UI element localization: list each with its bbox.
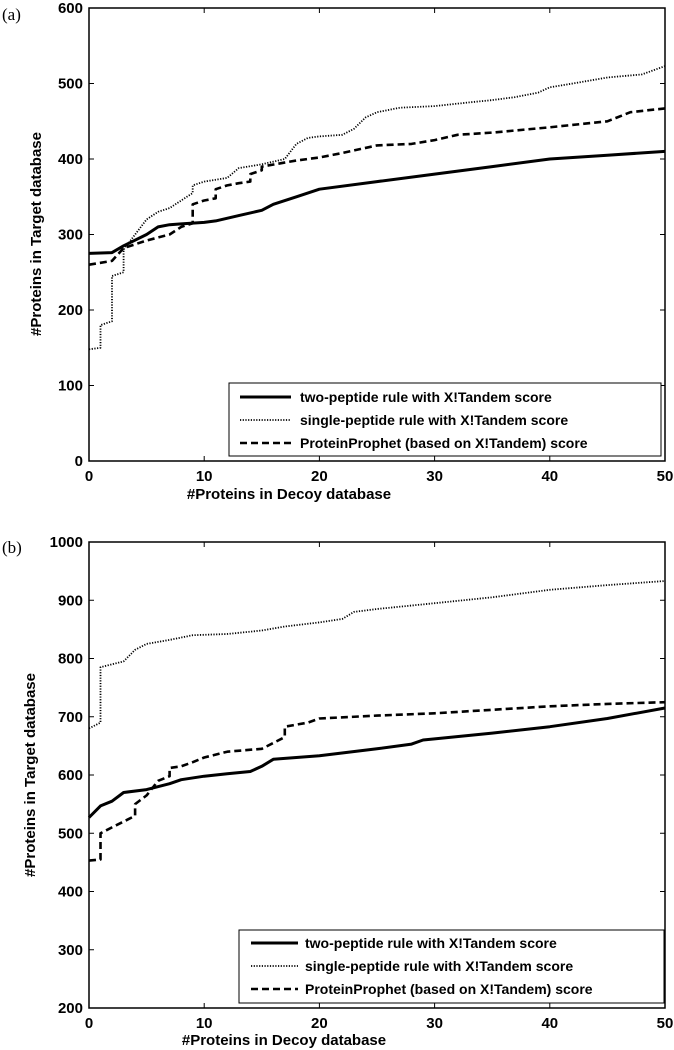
y-tick-label: 800 [57, 650, 83, 668]
legend-entry-0: two-peptide rule with X!Tandem score [300, 389, 552, 405]
series-line-1 [89, 66, 665, 349]
x-axis-label: #Proteins in Decoy database [186, 486, 392, 503]
x-tick-label: 10 [195, 1015, 213, 1032]
y-tick-label: 300 [57, 226, 83, 244]
y-tick-label: 1000 [49, 534, 83, 551]
x-tick-label: 50 [656, 468, 674, 485]
y-tick-label: 0 [74, 453, 83, 470]
x-tick-label: 0 [84, 468, 94, 485]
legend [229, 383, 661, 456]
series-line-2 [89, 108, 665, 264]
panel-label: (a) [2, 5, 21, 24]
legend-entry-2: ProteinProphet (based on X!Tandem) score [305, 981, 593, 997]
y-tick-label: 600 [57, 0, 83, 17]
y-tick-label: 200 [57, 302, 83, 319]
chart-panel-a [2, 0, 673, 503]
y-tick-label: 200 [57, 1000, 83, 1017]
series-line-0 [89, 151, 665, 253]
series-lines [89, 581, 665, 861]
legend-entry-2: ProteinProphet (based on X!Tandem) score [300, 435, 588, 451]
x-tick-label: 30 [426, 468, 443, 485]
legend-entry-0: two-peptide rule with X!Tandem score [305, 935, 557, 951]
y-tick-label: 900 [57, 592, 83, 610]
y-tick-label: 600 [57, 767, 83, 784]
x-tick-label: 0 [84, 1015, 94, 1032]
y-tick-label: 500 [57, 75, 83, 93]
y-tick-label: 400 [57, 883, 83, 901]
legend-entry-1: single-peptide rule with X!Tandem score [300, 412, 569, 428]
x-tick-label: 20 [311, 468, 328, 485]
y-tick-label: 700 [57, 708, 83, 726]
x-tick-label: 40 [541, 468, 559, 485]
y-axis-label: #Proteins in Target database [22, 673, 39, 877]
series-lines [89, 66, 665, 349]
y-tick-label: 100 [57, 377, 83, 395]
y-axis-label: #Proteins in Target database [28, 132, 45, 336]
x-tick-label: 10 [195, 468, 213, 485]
x-tick-label: 40 [541, 1015, 559, 1032]
series-line-0 [89, 708, 665, 818]
y-tick-label: 500 [57, 825, 83, 843]
chart-panel-b [2, 534, 673, 1049]
x-axis-label: #Proteins in Decoy database [181, 1032, 387, 1049]
y-tick-label: 400 [57, 151, 83, 168]
y-tick-label: 300 [57, 941, 83, 959]
panel-label: (b) [2, 538, 22, 557]
legend-entry-1: single-peptide rule with X!Tandem score [305, 958, 574, 974]
legend [239, 930, 664, 1003]
x-tick-label: 50 [656, 1015, 674, 1032]
x-tick-label: 30 [426, 1015, 443, 1032]
x-tick-label: 20 [311, 1015, 328, 1032]
